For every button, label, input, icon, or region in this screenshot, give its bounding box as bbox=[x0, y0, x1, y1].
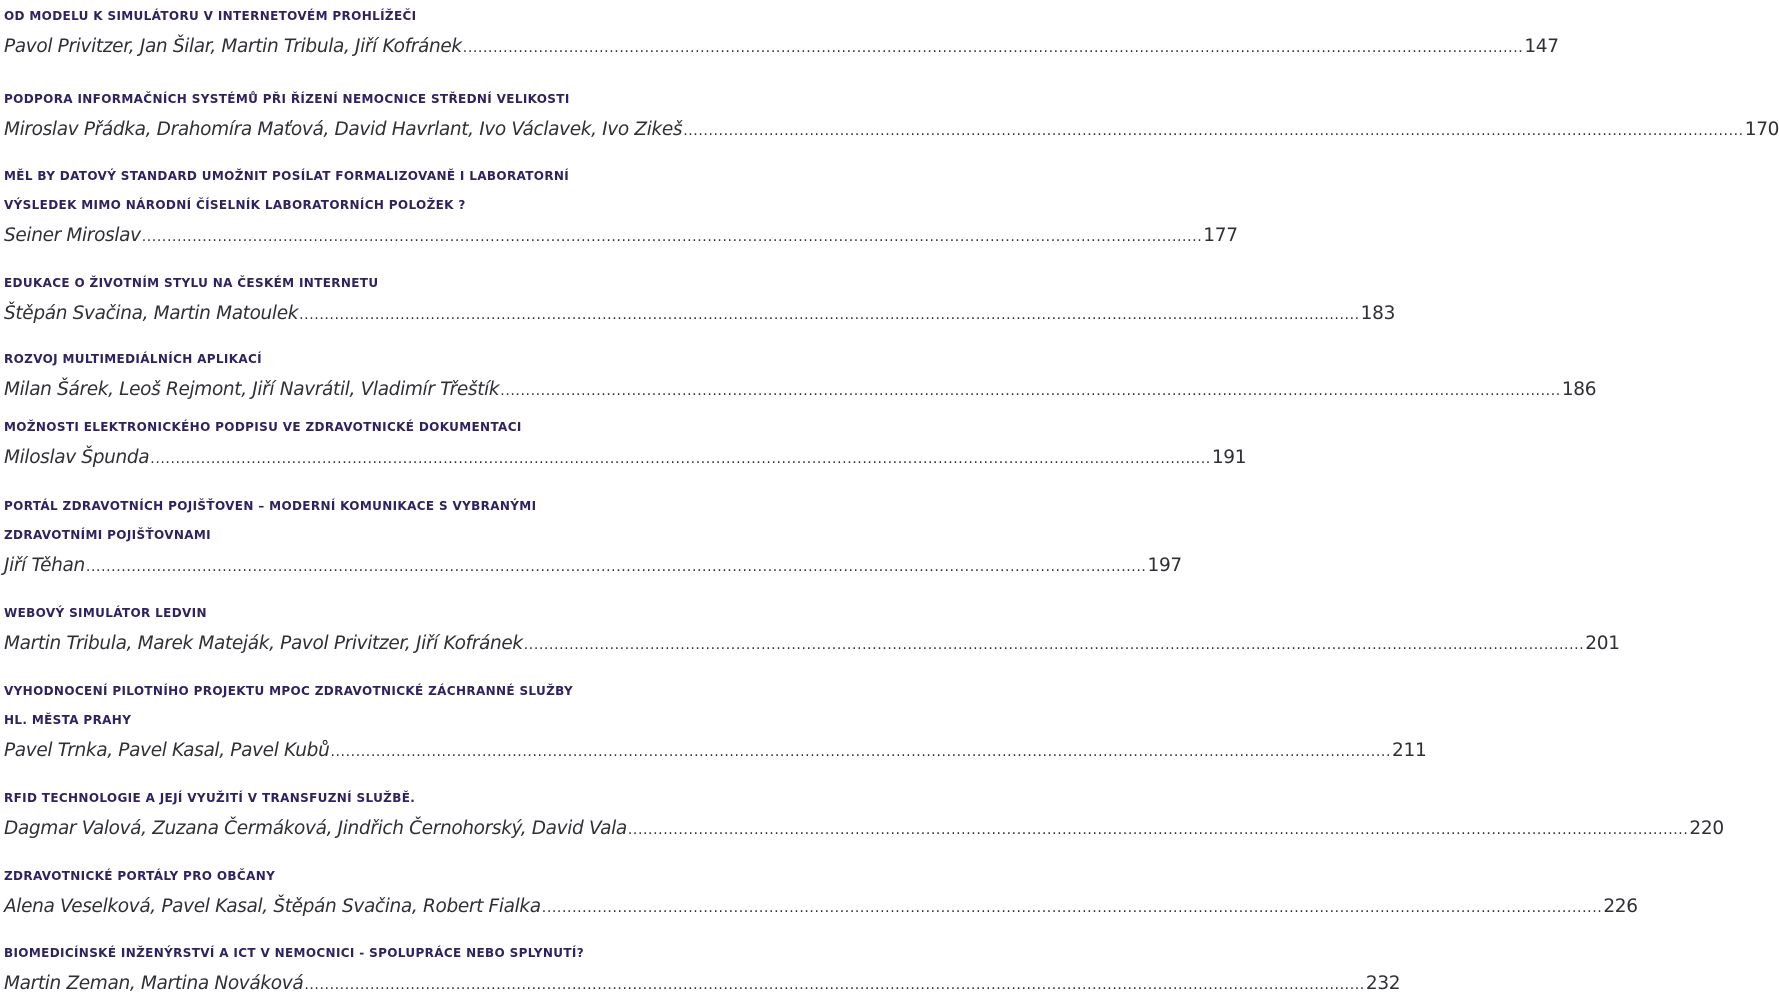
entry-authors: Alena Veselková, Pavel Kasal, Štěpán Svačina, Robert Fialka bbox=[4, 896, 541, 917]
entry-title-line: MĚL BY DATOVÝ STANDARD UMOŽNIT POSÍLAT FORMALIZOVANĚ I LABORATORNÍ bbox=[4, 169, 570, 183]
entry-title-line: OD MODELU K SIMULÁTORU V INTERNETOVÉM PROHLÍŽEČI bbox=[4, 9, 417, 23]
entry-author-row bbox=[4, 298, 1396, 330]
entry-author-row bbox=[4, 735, 1427, 767]
entry-authors: Pavel Trnka, Pavel Kasal, Pavel Kubů bbox=[4, 740, 330, 761]
entry-authors: Milan Šárek, Leoš Rejmont, Jiří Navrátil, Vladimír Třeštík bbox=[4, 379, 500, 400]
entry-title-line: MOŽNOSTI ELEKTRONICKÉHO PODPISU VE ZDRAVOTNICKÉ DOKUMENTACI bbox=[4, 420, 522, 434]
entry-page-number: 197 bbox=[1147, 555, 1182, 576]
entry-authors: Martin Tribula, Marek Mateják, Pavol Privitzer, Jiří Kofránek bbox=[4, 633, 523, 654]
dot-leader: .................................................................................................................................................................................................................. bbox=[150, 451, 1211, 467]
dot-leader: .................................................................................................................................................................................................................. bbox=[299, 307, 1360, 323]
entry-title-line: VÝSLEDEK MIMO NÁRODNÍ ČÍSELNÍK LABORATORNÍCH POLOŽEK ? bbox=[4, 198, 466, 212]
entry-title bbox=[4, 677, 958, 735]
toc-entry[interactable] bbox=[4, 599, 1620, 660]
toc-entry[interactable] bbox=[4, 269, 1396, 330]
toc-entry[interactable] bbox=[4, 492, 1182, 582]
toc-entry[interactable] bbox=[4, 85, 1779, 146]
entry-title-line: PODPORA INFORMAČNÍCH SYSTÉMŮ PŘI ŘÍZENÍ NEMOCNICE STŘEDNÍ VELIKOSTI bbox=[4, 92, 570, 106]
entry-title-line: EDUKACE O ŽIVOTNÍM STYLU NA ČESKÉM INTERNETU bbox=[4, 276, 379, 290]
toc-entry[interactable] bbox=[4, 345, 1597, 406]
toc-entry[interactable] bbox=[4, 413, 1247, 474]
entry-authors: Dagmar Valová, Zuzana Čermáková, Jindřich Černohorský, David Vala bbox=[4, 818, 627, 839]
dot-leader: .................................................................................................................................................................................................................. bbox=[462, 40, 1524, 56]
entry-authors: Miloslav Špunda bbox=[4, 447, 150, 468]
dot-leader: .................................................................................................................................................................................................................. bbox=[523, 637, 1585, 653]
entry-page-number: 186 bbox=[1561, 379, 1597, 400]
entry-author-row bbox=[4, 442, 1247, 474]
entry-authors: Miroslav Přádka, Drahomíra Maťová, David Havrlant, Ivo Václavek, Ivo Zikeš bbox=[4, 119, 683, 140]
entry-author-row bbox=[4, 628, 1620, 660]
toc-entry[interactable] bbox=[4, 784, 1724, 845]
entry-author-row bbox=[4, 968, 1401, 1000]
dot-leader: .................................................................................................................................................................................................................. bbox=[141, 229, 1203, 245]
entry-title bbox=[4, 2, 958, 31]
dot-leader: .................................................................................................................................................................................................................. bbox=[85, 559, 1147, 575]
toc-entry[interactable] bbox=[4, 939, 1401, 1000]
entry-title bbox=[4, 269, 958, 298]
entry-title-line: ZDRAVOTNICKÉ PORTÁLY PRO OBČANY bbox=[4, 869, 276, 883]
entry-title bbox=[4, 413, 958, 442]
entry-author-row bbox=[4, 374, 1597, 406]
entry-page-number: 232 bbox=[1365, 973, 1401, 994]
entry-title-line: VYHODNOCENÍ PILOTNÍHO PROJEKTU MPOC ZDRAVOTNICKÉ ZÁCHRANNÉ SLUŽBY bbox=[4, 684, 574, 698]
entry-authors: Martin Zeman, Martina Nováková bbox=[4, 973, 304, 994]
entry-title-line: ZDRAVOTNÍMI POJIŠŤOVNAMI bbox=[4, 528, 211, 542]
entry-page-number: 226 bbox=[1603, 896, 1638, 917]
entry-author-row bbox=[4, 550, 1182, 582]
dot-leader: .................................................................................................................................................................................................................. bbox=[500, 383, 1561, 399]
entry-title bbox=[4, 862, 958, 891]
dot-leader: .................................................................................................................................................................................................................. bbox=[683, 123, 1744, 139]
entry-page-number: 220 bbox=[1689, 818, 1724, 839]
entry-page-number: 147 bbox=[1524, 36, 1559, 57]
toc-entry[interactable] bbox=[4, 2, 1559, 63]
entry-title-line: ROZVOJ MULTIMEDIÁLNÍCH APLIKACÍ bbox=[4, 352, 262, 366]
entry-title bbox=[4, 492, 958, 550]
entry-title-line: BIOMEDICÍNSKÉ INŽENÝRSTVÍ A ICT V NEMOCNICI - SPOLUPRÁCE NEBO SPLYNUTÍ? bbox=[4, 946, 585, 960]
entry-title bbox=[4, 599, 958, 628]
entry-title bbox=[4, 939, 958, 968]
entry-page-number: 191 bbox=[1211, 447, 1247, 468]
toc-entry[interactable] bbox=[4, 862, 1638, 923]
entry-author-row bbox=[4, 813, 1724, 845]
entry-page-number: 211 bbox=[1392, 740, 1427, 761]
toc-entry[interactable] bbox=[4, 162, 1238, 252]
toc-entry[interactable] bbox=[4, 677, 1427, 767]
entry-authors: Štěpán Svačina, Martin Matoulek bbox=[4, 303, 299, 324]
entry-authors: Seiner Miroslav bbox=[4, 225, 141, 246]
entry-page-number: 170 bbox=[1744, 119, 1779, 140]
entry-title bbox=[4, 784, 958, 813]
entry-authors: Jiří Těhan bbox=[4, 555, 85, 576]
dot-leader: .................................................................................................................................................................................................................. bbox=[330, 744, 1391, 760]
entry-author-row bbox=[4, 114, 1779, 146]
entry-page-number: 183 bbox=[1360, 303, 1396, 324]
dot-leader: .................................................................................................................................................................................................................. bbox=[541, 900, 1603, 916]
entry-title bbox=[4, 162, 958, 220]
entry-author-row bbox=[4, 31, 1559, 63]
entry-title bbox=[4, 85, 958, 114]
entry-page-number: 177 bbox=[1203, 225, 1238, 246]
entry-title-line: HL. MĚSTA PRAHY bbox=[4, 713, 132, 727]
entry-title-line: RFID TECHNOLOGIE A JEJÍ VYUŽITÍ V TRANSFUZNÍ SLUŽBĚ. bbox=[4, 791, 416, 805]
entry-author-row bbox=[4, 220, 1238, 252]
dot-leader: .................................................................................................................................................................................................................. bbox=[627, 822, 1689, 838]
entry-author-row bbox=[4, 891, 1638, 923]
dot-leader: .................................................................................................................................................................................................................. bbox=[304, 977, 1365, 993]
entry-title bbox=[4, 345, 958, 374]
entry-page-number: 201 bbox=[1585, 633, 1620, 654]
entry-title-line: PORTÁL ZDRAVOTNÍCH POJIŠŤOVEN – MODERNÍ KOMUNIKACE S VYBRANÝMI bbox=[4, 499, 537, 513]
entry-title-line: WEBOVÝ SIMULÁTOR LEDVIN bbox=[4, 606, 207, 620]
entry-authors: Pavol Privitzer, Jan Šilar, Martin Tribula, Jiří Kofránek bbox=[4, 36, 462, 57]
